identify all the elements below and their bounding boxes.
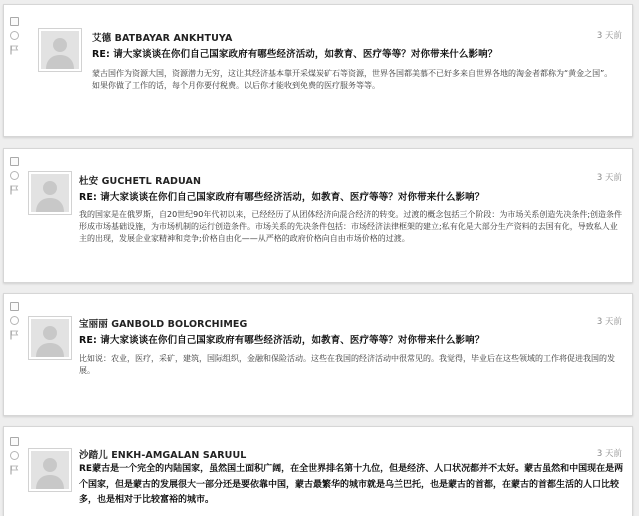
post-controls: [10, 437, 22, 475]
read-status-radio[interactable]: [10, 171, 19, 180]
flag-icon[interactable]: [10, 330, 22, 340]
select-checkbox[interactable]: [10, 17, 19, 26]
select-checkbox[interactable]: [10, 157, 19, 166]
post-time: 3 天前: [596, 317, 622, 327]
flag-icon[interactable]: [10, 465, 22, 475]
select-checkbox[interactable]: [10, 302, 19, 311]
post-subject[interactable]: RE: 请大家谈谈在你们自己国家政府有哪些经济活动，如教育、医疗等等？对你带来什么影响？: [79, 335, 485, 346]
avatar[interactable]: [28, 316, 72, 360]
post-card: [3, 148, 633, 283]
read-status-radio[interactable]: [10, 31, 19, 40]
author-name[interactable]: 宝丽丽 GANBOLD BOLORCHIMEG: [79, 319, 248, 330]
post-controls: [10, 302, 22, 340]
post-card: [3, 426, 633, 516]
avatar[interactable]: [28, 171, 72, 215]
read-status-radio[interactable]: [10, 316, 19, 325]
post-time: 3 天前: [596, 31, 622, 41]
read-status-radio[interactable]: [10, 451, 19, 460]
user-silhouette-icon: [31, 174, 69, 212]
post-body: 蒙古国作为资源大国，资源潜力无穷，这让其经济基本靠开采煤炭矿石等资源，世界各国都美慕不已好多来自世界各地的淘金者都称为“黄金之国”。如果你做了工作的话，每个月你要付税费。以后你才能收到免费的医疗服务等等。: [92, 69, 613, 90]
user-silhouette-icon: [41, 31, 79, 69]
post-body: 比如说：农业，医疗，采矿，建筑，国际组织，金融和保险活动。这些在我国的经济活动中很常见的。我觉得，毕业后在这些领域的工作将促进我国的发展。: [79, 354, 615, 375]
avatar[interactable]: [28, 448, 72, 492]
post-body: RE蒙古是一个完全的内陆国家，虽然国土面积广阔，在全世界排名第十九位，但是经济、人口状况都并不太好。蒙古虽然和中国现在是两个国家，但是蒙古的发展很大一部分还是要依靠中国，蒙古最繁华的城市就是乌兰巴托，也是蒙古的首都，在蒙古的首都生活的人口比较多，也是相对于比较富裕的城市。: [79, 464, 624, 505]
select-checkbox[interactable]: [10, 437, 19, 446]
post-card: [3, 4, 633, 137]
post-card: [3, 293, 633, 416]
post-controls: [10, 157, 22, 195]
post-subject[interactable]: RE: 请大家谈谈在你们自己国家政府有哪些经济活动，如教育、医疗等等？对你带来什么影响？: [79, 192, 485, 203]
author-name[interactable]: 杜安 GUCHETL RADUAN: [79, 176, 202, 187]
avatar[interactable]: [38, 28, 82, 72]
author-name[interactable]: 艾德 BATBAYAR ANKHTUYA: [92, 33, 233, 44]
author-name[interactable]: 沙踏儿 ENKH-AMGALAN SARUUL: [79, 450, 247, 461]
post-controls: [10, 17, 22, 55]
flag-icon[interactable]: [10, 45, 22, 55]
post-body: 我的国家是在俄罗斯，自20世纪90年代初以来，已经经历了从团体经济向混合经济的转变。过渡的概念包括三个阶段：为市场关系创造先决条件;创造条件形成市场基础设施，为市场机制的运行创造条件。市场关系的先决条件包括：市场经济法律框架的建立;私有化是大部分生产资料的去国有化，导致私人业主的出现，发展企业家精神和竞争;价格自由化——从严格的政府价格向自由市场价格的过渡。: [79, 210, 623, 243]
flag-icon[interactable]: [10, 185, 22, 195]
user-silhouette-icon: [31, 319, 69, 357]
post-time: 3 天前: [596, 449, 622, 459]
user-silhouette-icon: [31, 451, 69, 489]
post-time: 3 天前: [596, 173, 622, 183]
post-subject[interactable]: RE: 请大家谈谈在你们自己国家政府有哪些经济活动，如教育、医疗等等？对你带来什么影响？: [92, 49, 498, 60]
